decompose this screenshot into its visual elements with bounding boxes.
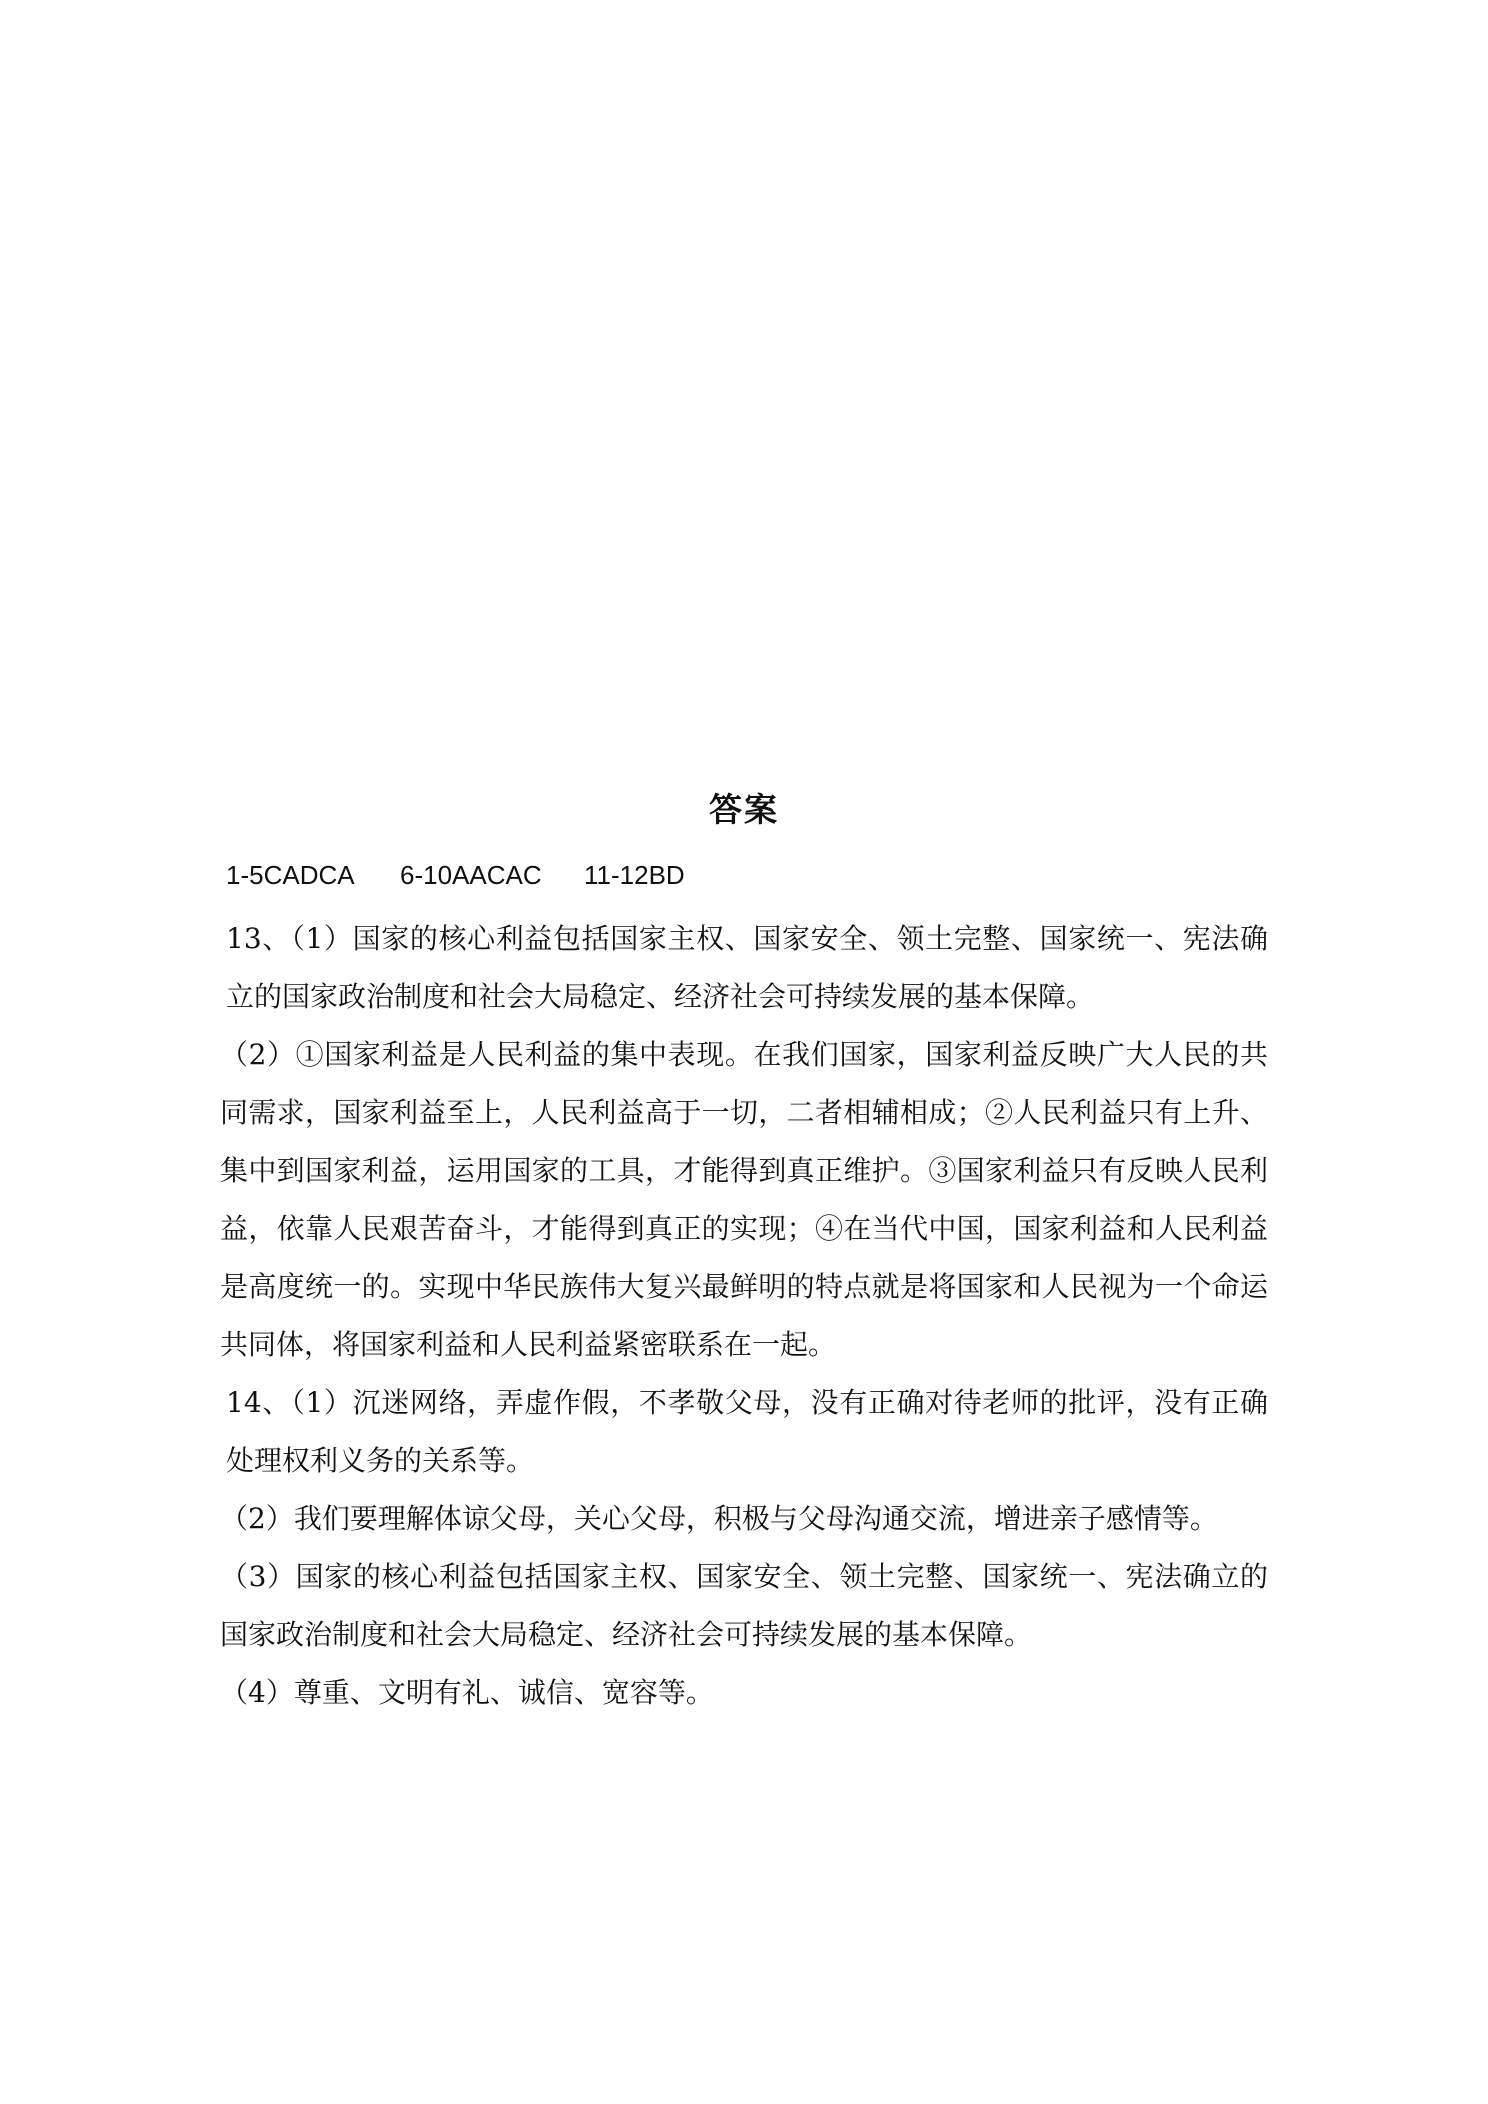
choice-answer-6-10: 6-10AACAC: [400, 860, 542, 890]
choice-answers-line: [226, 860, 685, 891]
answer-13-part-2: （2）①国家利益是人民利益的集中表现。在我们国家，国家利益反映广大人民的共同需求，国家利益至上，人民利益高于一切，二者相辅相成；②人民利益只有上升、集中到国家利益，运用国家的工具，才能得到真正维护。③国家利益只有反映人民利益，依靠人民艰苦奋斗，才能得到真正的实现；④在当代中国，国家利益和人民利益是高度统一的。实现中华民族伟大复兴最鲜明的特点就是将国家和人民视为一个命运共同体，将国家利益和人民利益紧密联系在一起。: [220, 1038, 1268, 1361]
answer-14-part-4: （4）尊重、文明有礼、诚信、宽容等。: [220, 1676, 714, 1709]
answer-13-part-1: 13、（1）国家的核心利益包括国家主权、国家安全、领土完整、国家统一、宪法确立的国家政治制度和社会大局稳定、经济社会可持续发展的基本保障。: [226, 922, 1268, 1013]
answer-body: [220, 910, 1268, 1722]
choice-answer-11-12: 11-12BD: [584, 860, 685, 890]
answer-14-part-2: （2）我们要理解体谅父母，关心父母，积极与父母沟通交流，增进亲子感情等。: [220, 1502, 1218, 1535]
choice-answer-1-5: 1-5CADCA: [226, 860, 355, 890]
document-title: 答案: [709, 790, 779, 829]
answer-14-part-3: （3）国家的核心利益包括国家主权、国家安全、领土完整、国家统一、宪法确立的国家政治制度和社会大局稳定、经济社会可持续发展的基本保障。: [220, 1560, 1268, 1651]
answer-14-part-1: 14、（1）沉迷网络，弄虚作假，不孝敬父母，没有正确对待老师的批评，没有正确处理权利义务的关系等。: [226, 1386, 1268, 1477]
